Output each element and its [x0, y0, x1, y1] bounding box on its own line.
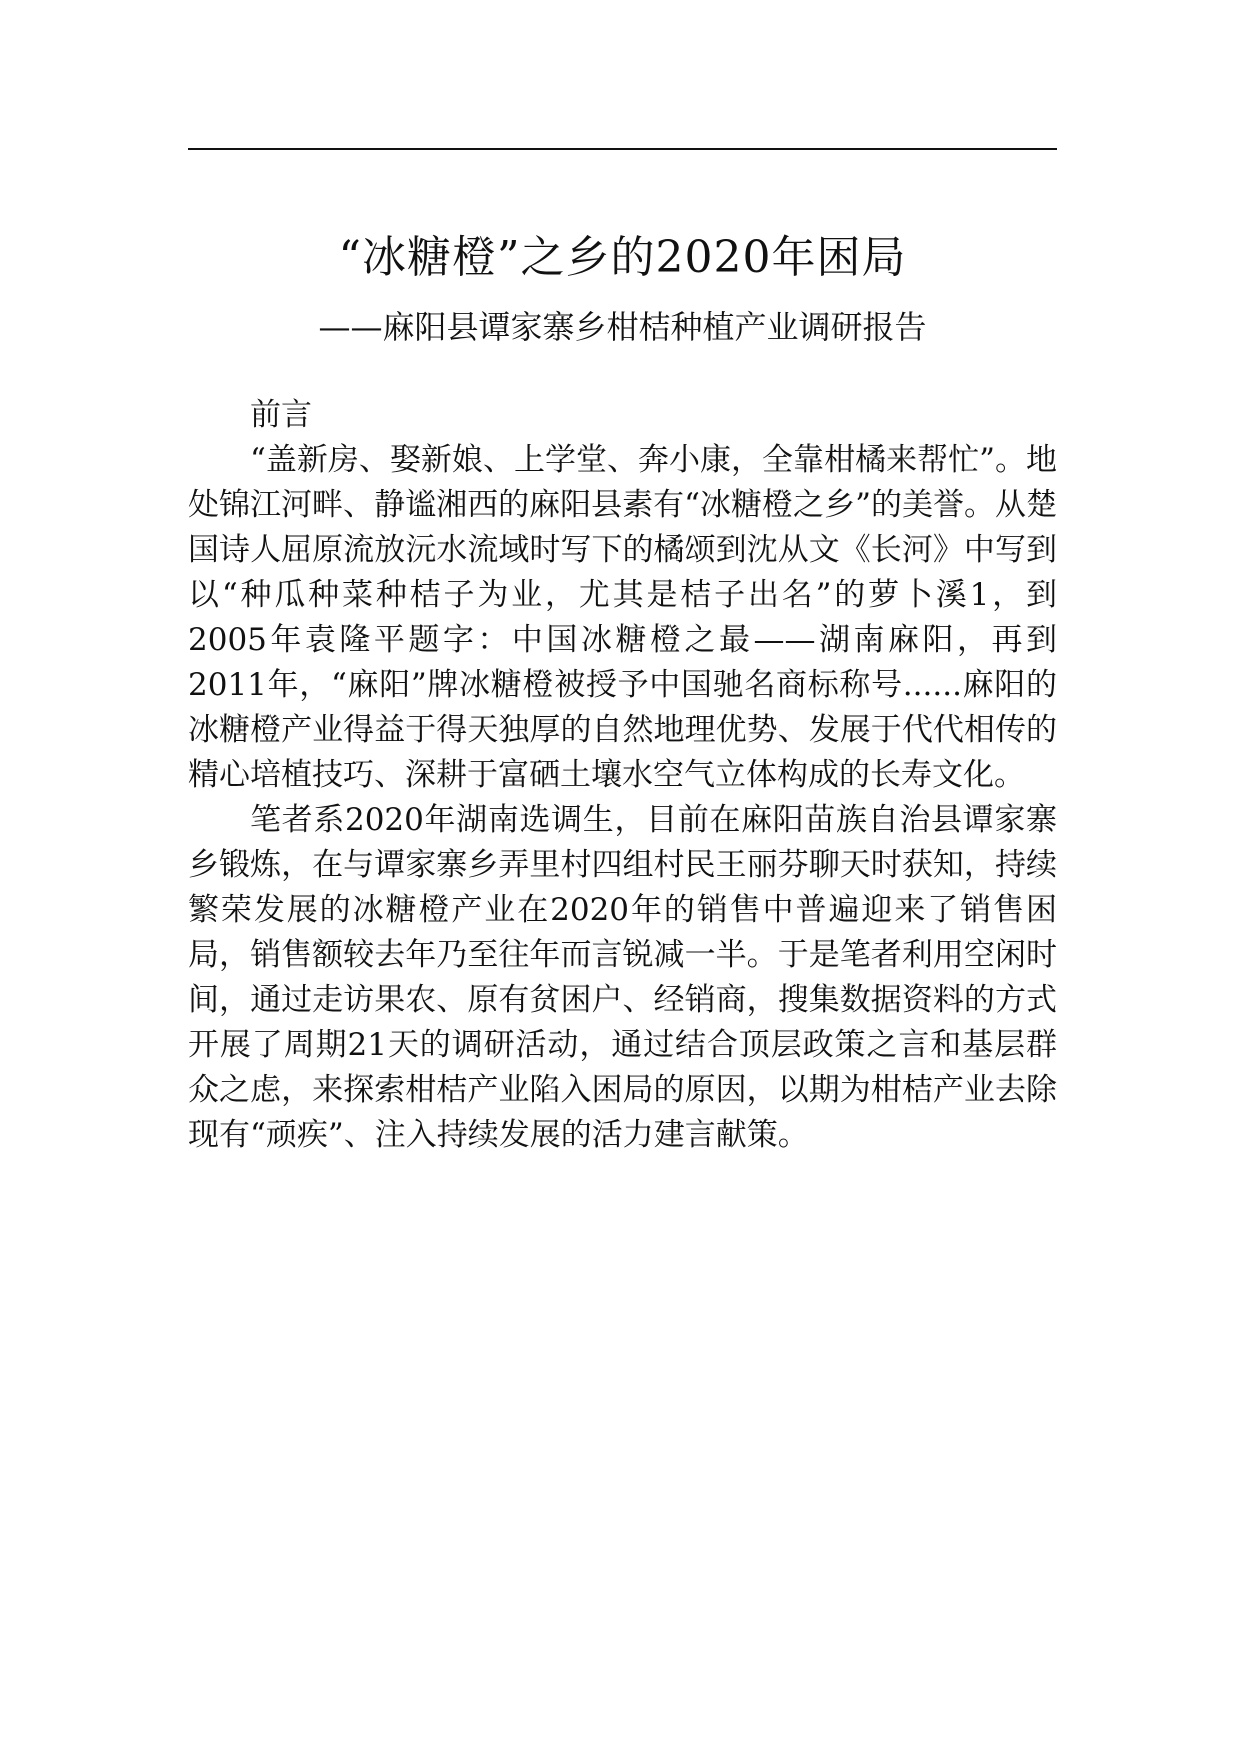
section-heading: 前言	[250, 397, 312, 433]
document-title: “冰糖橙”之乡的2020年困局	[338, 232, 907, 283]
paragraph: “盖新房、娶新娘、上学堂、奔小康，全靠柑橘来帮忙”。地处锦江河畔、静谧湘西的麻阳县素有“冰糖橙之乡”的美誉。从楚国诗人屈原流放沅水流域时写下的橘颂到沈从文《长河》中写到以“种瓜种菜种桔子为业，尤其是桔子出名”的萝卜溪1，到2005年袁隆平题字：中国冰糖橙之最——湖南麻阳，再到2011年，“麻阳”牌冰糖橙被授予中国驰名商标称号......麻阳的冰糖橙产业得益于得天独厚的自然地理优势、发展于代代相传的精心培植技巧、深耕于富硒土壤水空气立体构成的长寿文化。	[188, 442, 1057, 793]
paragraph: 笔者系2020年湖南选调生，目前在麻阳苗族自治县谭家寨乡锻炼，在与谭家寨乡弄里村四组村民王丽芬聊天时获知，持续繁荣发展的冰糖橙产业在2020年的销售中普遍迎来了销售困局，销售额较去年乃至往年而言锐减一半。于是笔者利用空闲时间，通过走访果农、原有贫困户、经销商，搜集数据资料的方式开展了周期21天的调研活动，通过结合顶层政策之言和基层群众之虑，来探索柑桔产业陷入困局的原因，以期为柑桔产业去除现有“顽疾”、注入持续发展的活力建言献策。	[188, 802, 1057, 1153]
document-subtitle: ——麻阳县谭家寨乡柑桔种植产业调研报告	[318, 308, 927, 346]
header-rule	[188, 148, 1057, 150]
document-body	[188, 393, 1057, 1158]
